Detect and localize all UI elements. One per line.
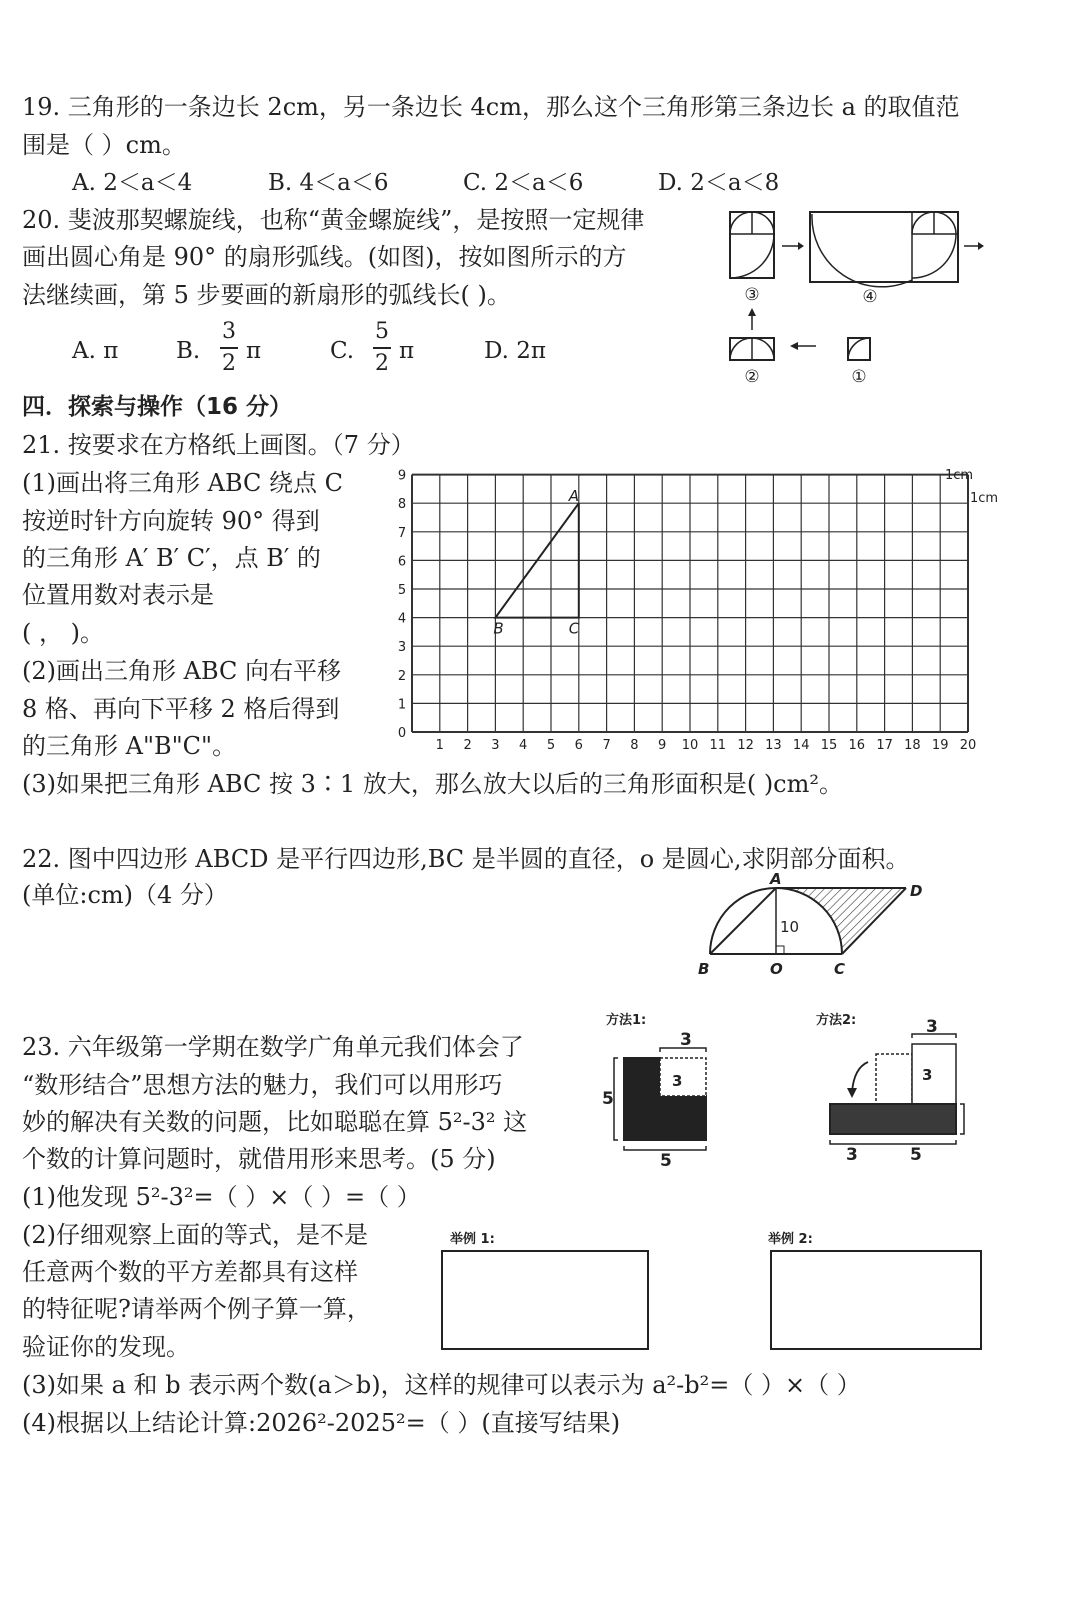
grid-unit-label-top: 1cm — [945, 468, 974, 483]
method1-title: 方法1: — [606, 1013, 647, 1028]
method1-small-square — [660, 1058, 706, 1096]
method1-side-label: 5 — [602, 1089, 614, 1109]
example2-answer-box[interactable] — [770, 1250, 982, 1350]
label-a: A — [770, 870, 782, 888]
q23-part2-line3: 的特征呢?请举两个例子算一算， — [22, 1295, 371, 1323]
y-tick-label: 6 — [397, 554, 407, 570]
step-label-3: ③ — [744, 285, 760, 305]
x-tick-label: 4 — [519, 738, 528, 753]
y-tick-label: 2 — [397, 668, 407, 684]
fibonacci-spiral-figure — [720, 200, 1000, 390]
label-height: 10 — [780, 918, 800, 936]
q21-part2-line2: 8 格、再向下平移 2 格后得到 — [22, 695, 340, 723]
q20-option-c-pi: π — [399, 338, 415, 364]
q23-line1: 23. 六年级第一学期在数学广角单元我们体会了 — [22, 1033, 524, 1061]
x-tick-label: 12 — [737, 738, 754, 753]
q23-part4: (4)根据以上结论计算:2026²-2025²=（ ）(直接写结果) — [22, 1409, 621, 1437]
q20-option-c-numerator: 5 — [375, 319, 389, 344]
x-tick-label: 10 — [681, 738, 699, 753]
x-tick-label: 8 — [630, 738, 639, 753]
grid-tick-labels — [398, 469, 976, 753]
q20-line2: 画出圆心角是 90° 的扇形弧线。(如图)，按如图所示的方 — [22, 243, 627, 271]
q22-line2: (单位:cm)（4 分） — [22, 881, 228, 909]
q22-parallelogram-figure — [690, 870, 950, 982]
q21-part1-line3: 的三角形 A′ B′ C′，点 B′ 的 — [22, 544, 321, 572]
method2-figure — [810, 1008, 990, 1168]
y-tick-label: 5 — [397, 583, 407, 598]
method2-dashed-piece — [876, 1054, 912, 1104]
method1-top-label: 3 — [680, 1030, 692, 1050]
step-label-4: ④ — [862, 287, 878, 307]
x-tick-label: 16 — [848, 738, 866, 753]
q19-line2: 围是（ ）cm。 — [22, 131, 186, 159]
q20-option-b-pi: π — [246, 338, 262, 364]
q19-option-b: B. 4＜a＜6 — [268, 170, 389, 196]
x-tick-label: 11 — [709, 738, 727, 753]
x-tick-label: 9 — [658, 738, 667, 753]
x-tick-label: 18 — [904, 738, 921, 753]
grid-lines — [412, 475, 968, 732]
y-tick-label: 9 — [397, 468, 407, 484]
method1-figure — [600, 1008, 730, 1168]
q20-option-b-denominator: 2 — [222, 351, 236, 376]
q20-option-d: D. 2π — [484, 338, 546, 364]
x-tick-label: 5 — [546, 738, 556, 753]
q20-option-c-prefix: C. — [330, 338, 355, 364]
y-tick-label: 7 — [397, 525, 407, 541]
q23-part2-line4: 验证你的发现。 — [22, 1333, 190, 1361]
example1-label: 举例 1: — [450, 1232, 495, 1247]
label-o: O — [770, 960, 783, 978]
q19-option-d: D. 2＜a＜8 — [658, 170, 780, 196]
q23-line2: “数形结合”思想方法的魅力，我们可以用形巧 — [22, 1071, 503, 1099]
x-tick-label: 19 — [931, 738, 949, 753]
q21-part1-line1: (1)画出将三角形 ABC 绕点 C — [22, 469, 344, 497]
point-label-c: C — [568, 619, 580, 638]
x-tick-label: 6 — [574, 738, 583, 753]
q23-part2-line1: (2)仔细观察上面的等式，是不是 — [22, 1221, 368, 1249]
q20-option-b-numerator: 3 — [222, 319, 236, 344]
q21-part2-line3: 的三角形 A"B"C"。 — [22, 732, 237, 760]
q23-part2-line2: 任意两个数的平方差都具有这样 — [22, 1258, 358, 1286]
method2-bottom-right-label: 5 — [910, 1145, 922, 1165]
method1-bottom-label: 5 — [660, 1151, 672, 1168]
example1-answer-box[interactable] — [441, 1250, 649, 1350]
x-tick-label: 15 — [820, 738, 838, 753]
step-label-2: ② — [744, 367, 760, 387]
q21-coordinate-grid — [390, 462, 1010, 762]
label-b: B — [698, 960, 710, 978]
x-tick-label: 20 — [959, 738, 977, 753]
step-label-1: ① — [851, 367, 867, 387]
x-tick-label: 13 — [765, 738, 782, 753]
q23-line4: 个数的计算问题时，就借用形来思考。(5 分) — [22, 1145, 496, 1173]
q20-option-c-fraction-bar — [373, 347, 391, 349]
q23-part3: (3)如果 a 和 b 表示两个数(a＞b)，这样的规律可以表示为 a²-b²=（ ）×（ ） — [22, 1371, 861, 1399]
q20-line1: 20. 斐波那契螺旋线，也称“黄金螺旋线”，是按照一定规律 — [22, 206, 645, 234]
method2-title: 方法2: — [816, 1013, 857, 1028]
q23-part1: (1)他发现 5²-3²=（ ）×（ ）=（ ） — [22, 1183, 421, 1211]
q21-part1-line4: 位置用数对表示是 — [22, 581, 214, 609]
q19-option-c: C. 2＜a＜6 — [463, 170, 584, 196]
method2-moved-piece — [912, 1044, 956, 1104]
q21-title: 21. 按要求在方格纸上画图。（7 分） — [22, 431, 415, 459]
q21-part1-line5: ( ， )。 — [22, 619, 104, 647]
y-tick-label: 3 — [397, 640, 407, 656]
point-label-a: A — [568, 487, 580, 506]
section-4-title: 四．探索与操作（16 分） — [22, 394, 293, 420]
q19-option-a: A. 2＜a＜4 — [72, 170, 193, 196]
x-tick-label: 14 — [792, 738, 810, 753]
example2-label: 举例 2: — [768, 1232, 813, 1247]
method2-top-label: 3 — [926, 1017, 938, 1037]
method1-inner-label: 3 — [672, 1072, 683, 1090]
y-tick-label: 1 — [397, 697, 407, 713]
q20-line3: 法继续画，第 5 步要画的新扇形的弧线长( )。 — [22, 281, 511, 309]
method2-bottom-left-label: 3 — [846, 1145, 858, 1165]
y-tick-label: 8 — [397, 497, 407, 513]
q21-part3: (3)如果把三角形 ABC 按 3∶1 放大，那么放大以后的三角形面积是( )cm²。 — [22, 770, 844, 798]
label-c: C — [834, 960, 846, 978]
method2-inner-label: 3 — [922, 1066, 933, 1084]
q23-line3: 妙的解决有关数的问题，比如聪聪在算 5²-3² 这 — [22, 1108, 528, 1136]
x-tick-label: 7 — [602, 738, 611, 753]
x-tick-label: 17 — [876, 738, 893, 753]
grid-unit-label-right: 1cm — [970, 491, 999, 506]
q21-part2-line1: (2)画出三角形 ABC 向右平移 — [22, 657, 342, 685]
q20-option-b-fraction-bar — [220, 347, 238, 349]
y-tick-label: 4 — [397, 611, 407, 627]
x-tick-label: 2 — [463, 738, 472, 753]
q22-line1: 22. 图中四边形 ABCD 是平行四边形,BC 是半圆的直径，o 是圆心,求阴部分面积。 — [22, 845, 910, 873]
x-tick-label: 3 — [491, 738, 500, 753]
label-d: D — [910, 882, 923, 900]
point-label-b: B — [493, 619, 504, 638]
q20-option-c-denominator: 2 — [375, 351, 389, 376]
q21-part1-line2: 按逆时针方向旋转 90° 得到 — [22, 507, 320, 535]
origin-label: 0 — [397, 726, 407, 741]
q20-option-a: A. π — [72, 338, 119, 364]
x-tick-label: 1 — [435, 738, 444, 753]
q20-option-b-prefix: B. — [176, 338, 201, 364]
method2-dark-rect — [830, 1104, 956, 1134]
q19-line1: 19. 三角形的一条边长 2cm，另一条边长 4cm，那么这个三角形第三条边长 a 的取值范 — [22, 93, 960, 121]
